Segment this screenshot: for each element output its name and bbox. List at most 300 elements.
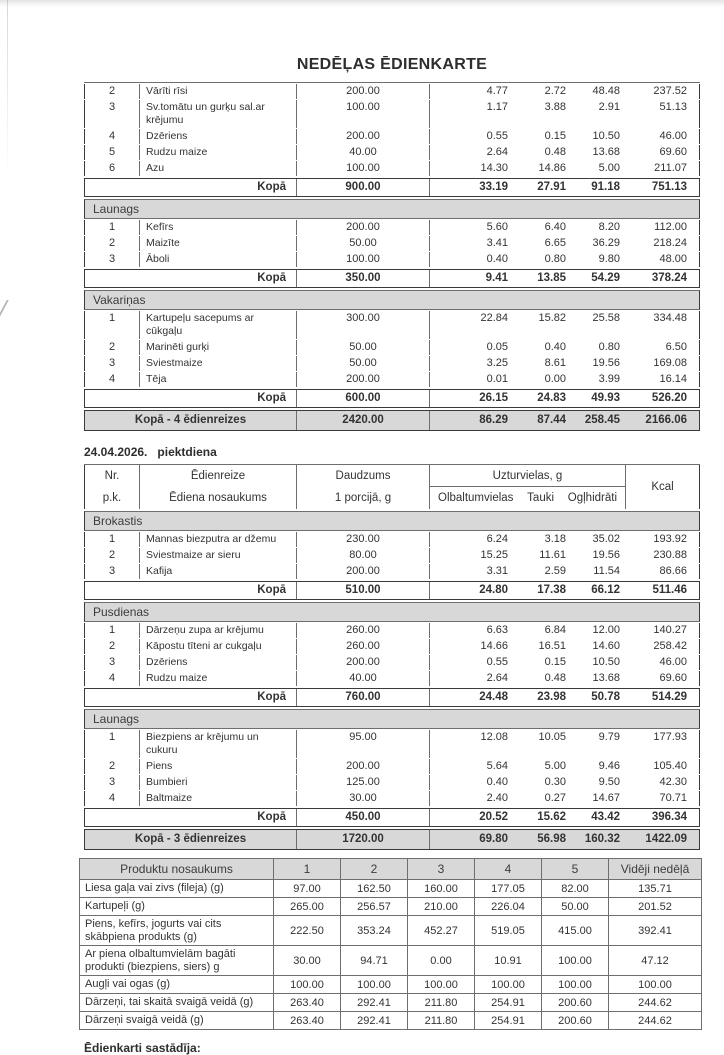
- carb-value: 9.80: [598, 253, 620, 265]
- total-label: Kopā: [84, 270, 297, 287]
- product-day-value: 415.00: [542, 916, 609, 946]
- product-day-value: 256.57: [341, 898, 408, 916]
- grand-total-kcal: 2166.06: [626, 411, 700, 430]
- product-day-value: 353.24: [341, 916, 408, 946]
- row-number: 2: [84, 759, 140, 774]
- total-grams: 760.00: [297, 689, 430, 706]
- fat-value: 14.86: [538, 162, 566, 174]
- protein-value: 0.05: [486, 341, 508, 353]
- total-kcal: 514.29: [626, 689, 700, 706]
- fat-value: 6.84: [544, 624, 566, 636]
- header-nutrients: Uzturvielas, g: [430, 465, 626, 487]
- product-day-value: 162.50: [341, 880, 408, 898]
- section-total-row: [84, 389, 700, 408]
- protein-value: 14.30: [480, 162, 508, 174]
- row-number: 5: [84, 145, 140, 160]
- previous-day-menu-table: [84, 82, 700, 431]
- row-number: 3: [84, 564, 140, 579]
- dish-name: Āboli: [140, 252, 297, 267]
- kcal-value: 218.24: [626, 236, 700, 251]
- kcal-value: 48.00: [626, 252, 700, 267]
- header-nr: Nr.: [84, 465, 140, 487]
- menu-row: [84, 83, 700, 99]
- product-day-value: 244.62: [609, 1012, 702, 1030]
- protein-value: 6.63: [486, 624, 508, 636]
- product-day-value: 452.27: [408, 916, 475, 946]
- total-carb: 66.12: [591, 584, 620, 596]
- fat-value: 15.82: [538, 312, 566, 324]
- fat-value: 0.15: [544, 656, 566, 668]
- portion-grams: 50.00: [297, 340, 430, 355]
- dish-name: Marinēti gurķi: [140, 340, 297, 355]
- product-day-value: 100.00: [475, 976, 542, 994]
- protein-value: 2.40: [486, 792, 508, 804]
- product-day-value: 263.40: [274, 1012, 341, 1030]
- fat-value: 6.40: [544, 221, 566, 233]
- product-name: Piens, kefīrs, jogurts vai cits skābpiena produkts (g): [80, 916, 274, 946]
- total-label: Kopā: [84, 809, 297, 826]
- header-pk: p.k.: [84, 487, 140, 509]
- menu-row: [84, 654, 700, 670]
- fat-value: 0.48: [544, 146, 566, 158]
- protein-value: 0.55: [486, 130, 508, 142]
- row-number: 4: [84, 791, 140, 806]
- meal-section-header: Vakariņas: [84, 290, 700, 310]
- row-number: 1: [84, 532, 140, 547]
- portion-grams: 300.00: [297, 311, 430, 339]
- total-kcal: 378.24: [626, 270, 700, 287]
- product-day-value: 210.00: [408, 898, 475, 916]
- product-day-value: 100.00: [542, 946, 609, 976]
- meal-section-header: Launags: [84, 709, 700, 729]
- carb-value: 14.67: [592, 792, 620, 804]
- product-day-value: 100.00: [542, 976, 609, 994]
- row-number: 2: [84, 340, 140, 355]
- product-day-value: 97.00: [274, 880, 341, 898]
- product-day-value: 292.41: [341, 1012, 408, 1030]
- row-number: 1: [84, 623, 140, 638]
- product-name: Kartupeļi (g): [80, 898, 274, 916]
- grand-total-protein: 86.29: [479, 414, 508, 426]
- total-fat: 27.91: [537, 181, 566, 193]
- portion-grams: 260.00: [297, 639, 430, 654]
- products-column-header: 4: [475, 859, 542, 880]
- product-day-value: 292.41: [341, 994, 408, 1012]
- carb-value: 10.50: [592, 130, 620, 142]
- fat-value: 6.65: [544, 237, 566, 249]
- carb-value: 13.68: [592, 146, 620, 158]
- fat-value: 2.72: [544, 85, 566, 97]
- grand-total-fat: 56.98: [537, 833, 566, 845]
- composed-by-label: Ēdienkarti sastādīja:: [84, 1041, 201, 1055]
- meal-section-header: Launags: [84, 199, 700, 219]
- kcal-value: 112.00: [626, 220, 700, 235]
- grand-total-row: [84, 829, 700, 850]
- total-fat: 15.62: [537, 811, 566, 823]
- section-total-row: [84, 808, 700, 827]
- grand-total-grams: 1720.00: [297, 830, 430, 849]
- product-day-value: 100.00: [274, 976, 341, 994]
- dish-name: Sviestmaize: [140, 356, 297, 371]
- product-name: Liesa gaļa vai zivs (fileja) (g): [80, 880, 274, 898]
- menu-row: [84, 160, 700, 176]
- product-day-value: 30.00: [274, 946, 341, 976]
- products-column-header: 5: [542, 859, 609, 880]
- total-grams: 900.00: [297, 179, 430, 196]
- product-day-value: 100.00: [609, 976, 702, 994]
- products-row: [80, 898, 702, 916]
- product-day-value: 201.52: [609, 898, 702, 916]
- portion-grams: 100.00: [297, 161, 430, 176]
- total-grams: 510.00: [297, 582, 430, 599]
- grand-total-carb: 160.32: [584, 833, 620, 845]
- portion-grams: 100.00: [297, 100, 430, 128]
- dish-name: Kafija: [140, 564, 297, 579]
- portion-grams: 40.00: [297, 145, 430, 160]
- row-number: 2: [84, 236, 140, 251]
- dish-name: Kefīrs: [140, 220, 297, 235]
- carb-value: 8.20: [598, 221, 620, 233]
- total-fat: 13.85: [537, 272, 566, 284]
- portion-grams: 95.00: [297, 730, 430, 758]
- protein-value: 1.17: [486, 101, 508, 113]
- protein-value: 15.25: [480, 549, 508, 561]
- total-label: Kopā: [84, 179, 297, 196]
- menu-row: [84, 144, 700, 160]
- fat-value: 16.51: [538, 640, 566, 652]
- menu-row: [84, 774, 700, 790]
- portion-grams: 200.00: [297, 372, 430, 387]
- product-day-value: 47.12: [609, 946, 702, 976]
- dish-name: Piens: [140, 759, 297, 774]
- protein-value: 12.08: [480, 731, 508, 743]
- menu-row: [84, 339, 700, 355]
- kcal-value: 42.30: [626, 775, 700, 790]
- protein-value: 0.55: [486, 656, 508, 668]
- dish-name: Sviestmaize ar sieru: [140, 548, 297, 563]
- protein-value: 5.60: [486, 221, 508, 233]
- portion-grams: 100.00: [297, 252, 430, 267]
- kcal-value: 258.42: [626, 639, 700, 654]
- grand-total-carb: 258.45: [584, 414, 620, 426]
- row-number: 4: [84, 671, 140, 686]
- header-meal: Ēdienreize: [140, 465, 297, 487]
- carb-value: 2.91: [598, 101, 620, 113]
- grand-total-fat: 87.44: [537, 414, 566, 426]
- portion-grams: 40.00: [297, 671, 430, 686]
- kcal-value: 230.88: [626, 548, 700, 563]
- portion-grams: 260.00: [297, 623, 430, 638]
- grand-total-grams: 2420.00: [297, 411, 430, 430]
- carb-value: 10.50: [592, 656, 620, 668]
- dish-name: Kartupeļu sacepums ar cūkgaļu: [140, 311, 297, 339]
- product-day-value: 0.00: [408, 946, 475, 976]
- kcal-value: 70.71: [626, 791, 700, 806]
- grand-total-kcal: 1422.09: [626, 830, 700, 849]
- carb-value: 35.02: [592, 533, 620, 545]
- menu-row: [84, 758, 700, 774]
- portion-grams: 200.00: [297, 655, 430, 670]
- meal-section-header: Brokastis: [84, 511, 700, 531]
- carb-value: 9.46: [598, 760, 620, 772]
- portion-grams: 50.00: [297, 356, 430, 371]
- carb-value: 19.56: [592, 357, 620, 369]
- row-number: 2: [84, 84, 140, 99]
- header-kcal: Kcal: [626, 465, 700, 509]
- dish-name: Tēja: [140, 372, 297, 387]
- portion-grams: 200.00: [297, 84, 430, 99]
- protein-value: 3.31: [486, 565, 508, 577]
- dish-name: Sv.tomātu un gurķu sal.ar krējumu: [140, 100, 297, 128]
- dish-name: Kāpostu tīteni ar cukgaļu: [140, 639, 297, 654]
- kcal-value: 46.00: [626, 129, 700, 144]
- carb-value: 0.80: [598, 341, 620, 353]
- menu-row: [84, 251, 700, 267]
- kcal-value: 140.27: [626, 623, 700, 638]
- product-day-value: 50.00: [542, 898, 609, 916]
- grand-total-label: Kopā - 3 ēdienreizes: [84, 830, 297, 849]
- row-number: 2: [84, 548, 140, 563]
- products-column-header: 1: [274, 859, 341, 880]
- portion-grams: 200.00: [297, 759, 430, 774]
- day-heading: [84, 445, 724, 459]
- row-number: 3: [84, 655, 140, 670]
- product-day-value: 200.60: [542, 994, 609, 1012]
- dish-name: Baltmaize: [140, 791, 297, 806]
- menu-row: [84, 547, 700, 563]
- kcal-value: 177.93: [626, 730, 700, 758]
- total-protein: 9.41: [485, 272, 508, 284]
- products-row: [80, 976, 702, 994]
- total-protein: 33.19: [479, 181, 508, 193]
- pen-mark-artifact: [0, 300, 17, 318]
- total-carb: 91.18: [591, 181, 620, 193]
- total-label: Kopā: [84, 390, 297, 407]
- product-day-value: 211.80: [408, 994, 475, 1012]
- kcal-value: 169.08: [626, 356, 700, 371]
- product-day-value: 200.60: [542, 1012, 609, 1030]
- products-row: [80, 1012, 702, 1030]
- dish-name: Bumbieri: [140, 775, 297, 790]
- total-label: Kopā: [84, 582, 297, 599]
- carb-value: 5.00: [598, 162, 620, 174]
- kcal-value: 69.60: [626, 671, 700, 686]
- menu-row: [84, 670, 700, 686]
- carb-value: 48.48: [592, 85, 620, 97]
- fat-value: 11.61: [539, 549, 566, 561]
- product-name: Dārzeņi svaigā veidā (g): [80, 1012, 274, 1030]
- day-date: 24.04.2026.: [84, 445, 148, 459]
- total-protein: 24.48: [479, 691, 508, 703]
- row-number: 4: [84, 129, 140, 144]
- kcal-value: 69.60: [626, 145, 700, 160]
- friday-menu-table: [84, 464, 700, 850]
- kcal-value: 237.52: [626, 84, 700, 99]
- section-total-row: [84, 688, 700, 707]
- menu-row: [84, 99, 700, 128]
- protein-value: 3.41: [486, 237, 508, 249]
- protein-value: 2.64: [486, 146, 508, 158]
- portion-grams: 230.00: [297, 532, 430, 547]
- total-carb: 54.29: [591, 272, 620, 284]
- fat-value: 0.15: [544, 130, 566, 142]
- menu-row: [84, 638, 700, 654]
- carb-value: 36.29: [592, 237, 620, 249]
- carb-value: 12.00: [592, 624, 620, 636]
- fat-value: 2.59: [544, 565, 566, 577]
- products-column-header: Vidēji nedēļā: [609, 859, 702, 880]
- carb-value: 11.54: [593, 565, 620, 577]
- kcal-value: 105.40: [626, 759, 700, 774]
- row-number: 3: [84, 356, 140, 371]
- portion-grams: 80.00: [297, 548, 430, 563]
- portion-grams: 125.00: [297, 775, 430, 790]
- row-number: 3: [84, 775, 140, 790]
- protein-value: 0.40: [486, 253, 508, 265]
- row-number: 3: [84, 252, 140, 267]
- header-fat: Tauki: [527, 492, 555, 504]
- carb-value: 13.68: [592, 672, 620, 684]
- total-label: Kopā: [84, 689, 297, 706]
- fat-value: 0.30: [544, 776, 566, 788]
- protein-value: 0.40: [486, 776, 508, 788]
- protein-value: 3.25: [486, 357, 508, 369]
- scan-edge-artifact: [0, 0, 724, 7]
- total-protein: 24.80: [479, 584, 508, 596]
- carb-value: 14.60: [592, 640, 620, 652]
- products-header-row: [80, 859, 702, 880]
- fat-value: 3.88: [544, 101, 566, 113]
- fat-value: 3.18: [544, 533, 566, 545]
- protein-value: 4.77: [486, 85, 508, 97]
- products-column-header: 2: [341, 859, 408, 880]
- dish-name: Dzēriens: [140, 129, 297, 144]
- total-fat: 17.38: [537, 584, 566, 596]
- total-kcal: 396.34: [626, 809, 700, 826]
- total-fat: 23.98: [537, 691, 566, 703]
- menu-row: [84, 563, 700, 579]
- product-day-value: 10.91: [475, 946, 542, 976]
- header-portion: 1 porcijā, g: [297, 487, 430, 509]
- protein-value: 14.66: [480, 640, 508, 652]
- row-number: 3: [84, 100, 140, 128]
- protein-value: 22.84: [480, 312, 508, 324]
- products-row: [80, 994, 702, 1012]
- product-day-value: 254.91: [475, 994, 542, 1012]
- carb-value: 19.56: [592, 549, 620, 561]
- menu-row: [84, 355, 700, 371]
- product-day-value: 100.00: [341, 976, 408, 994]
- menu-row: [84, 790, 700, 806]
- product-name: Dārzeņi, tai skaitā svaigā veidā (g): [80, 994, 274, 1012]
- menu-row: [84, 531, 700, 547]
- scan-edge-artifact: [7, 0, 8, 180]
- fat-value: 0.00: [544, 373, 566, 385]
- grand-total-protein: 69.80: [479, 833, 508, 845]
- total-carb: 43.42: [591, 811, 620, 823]
- portion-grams: 30.00: [297, 791, 430, 806]
- portion-grams: 200.00: [297, 220, 430, 235]
- product-day-value: 263.40: [274, 994, 341, 1012]
- menu-row: [84, 622, 700, 638]
- section-total-row: [84, 269, 700, 288]
- dish-name: Rudzu maize: [140, 671, 297, 686]
- menu-table-header: [84, 464, 700, 509]
- dish-name: Azu: [140, 161, 297, 176]
- header-nutrient-names: [430, 487, 626, 509]
- total-protein: 20.52: [479, 811, 508, 823]
- product-day-value: 100.00: [408, 976, 475, 994]
- product-name: Augļi vai ogas (g): [80, 976, 274, 994]
- fat-value: 8.61: [544, 357, 566, 369]
- row-number: 1: [84, 730, 140, 758]
- row-number: 2: [84, 639, 140, 654]
- header-protein: Olbaltumvielas: [438, 492, 514, 504]
- page-title: NEDĒĻAS ĒDIENKARTE: [296, 56, 488, 73]
- carb-value: 9.50: [598, 776, 620, 788]
- product-day-value: 226.04: [475, 898, 542, 916]
- total-carb: 49.93: [591, 392, 620, 404]
- kcal-value: 211.07: [626, 161, 700, 176]
- product-day-value: 244.62: [609, 994, 702, 1012]
- protein-value: 2.64: [486, 672, 508, 684]
- products-row: [80, 916, 702, 946]
- product-day-value: 177.05: [475, 880, 542, 898]
- day-weekday: piektdiena: [157, 445, 217, 459]
- row-number: 1: [84, 311, 140, 339]
- dish-name: Dzēriens: [140, 655, 297, 670]
- fat-value: 0.80: [544, 253, 566, 265]
- row-number: 4: [84, 372, 140, 387]
- total-grams: 600.00: [297, 390, 430, 407]
- carb-value: 25.58: [592, 312, 620, 324]
- products-column-header: 3: [408, 859, 475, 880]
- portion-grams: 200.00: [297, 129, 430, 144]
- fat-value: 0.40: [544, 341, 566, 353]
- product-name: Ar piena olbaltumvielām bagāti produkti (biezpiens, siers) g: [80, 946, 274, 976]
- menu-row: [84, 128, 700, 144]
- header-amount: Daudzums: [297, 465, 430, 487]
- products-row: [80, 946, 702, 976]
- portion-grams: 50.00: [297, 236, 430, 251]
- product-day-value: 265.00: [274, 898, 341, 916]
- product-day-value: 254.91: [475, 1012, 542, 1030]
- row-number: 1: [84, 220, 140, 235]
- menu-row: [84, 235, 700, 251]
- weekly-products-table: [79, 858, 702, 1030]
- kcal-value: 51.13: [626, 100, 700, 128]
- menu-row: [84, 219, 700, 235]
- fat-value: 0.27: [544, 792, 566, 804]
- menu-row: [84, 310, 700, 339]
- grand-total-label: Kopā - 4 ēdienreizes: [84, 411, 297, 430]
- product-day-value: 211.80: [408, 1012, 475, 1030]
- menu-row: [84, 371, 700, 387]
- product-day-value: 222.50: [274, 916, 341, 946]
- products-row: [80, 880, 702, 898]
- kcal-value: 16.14: [626, 372, 700, 387]
- dish-name: Maizīte: [140, 236, 297, 251]
- meal-section-header: Pusdienas: [84, 602, 700, 622]
- total-kcal: 526.20: [626, 390, 700, 407]
- total-fat: 24.83: [537, 392, 566, 404]
- total-kcal: 751.13: [626, 179, 700, 196]
- dish-name: Rudzu maize: [140, 145, 297, 160]
- kcal-value: 193.92: [626, 532, 700, 547]
- products-column-header: Produktu nosaukums: [80, 859, 274, 880]
- dish-name: Dārzeņu zupa ar krējumu: [140, 623, 297, 638]
- fat-value: 5.00: [544, 760, 566, 772]
